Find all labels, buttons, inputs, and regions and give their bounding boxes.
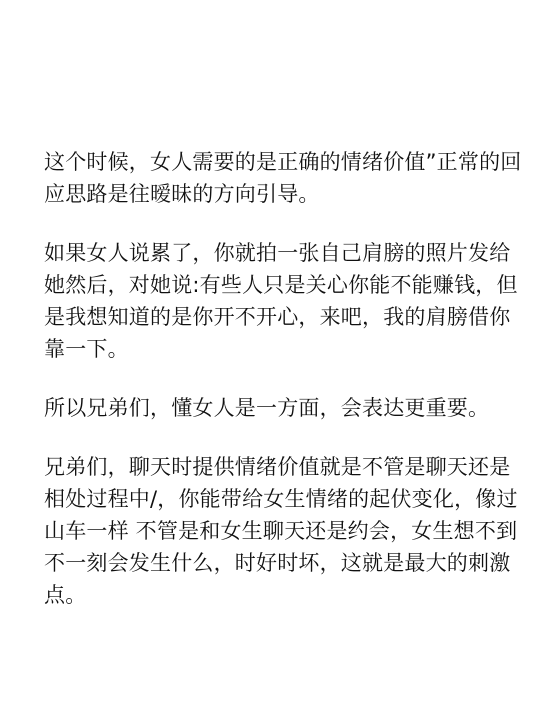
text-line: 这个时候，女人需要的是正确的情绪价值”正常的回 — [44, 150, 522, 174]
text-line: 所以兄弟们，懂女人是一方面，会表达更重要。 — [44, 396, 490, 420]
text-line: 她然后，对她说:有些人只是关心你能不能赚钱，但 — [44, 273, 518, 297]
document-body — [44, 146, 522, 638]
text-line: 不一刻会发生什么，时好时坏，这就是最大的刺激 — [44, 551, 511, 575]
paragraph-4 — [44, 451, 518, 611]
text-line: 相处过程中/，你能带给女生情绪的起伏变化，像过 — [44, 487, 518, 511]
text-line: 靠一下。 — [44, 337, 129, 361]
text-line: 山车一样 不管是和女生聊天还是约会，女生想不到 — [44, 519, 518, 543]
text-line: 点。 — [44, 583, 87, 607]
paragraph-2 — [44, 237, 518, 365]
text-line: 兄弟们，聊天时提供情绪价值就是不管是聊天还是 — [44, 455, 511, 479]
text-line: 如果女人说累了，你就拍一张自己肩膀的照片发给 — [44, 241, 511, 265]
text-line: 应思路是往暧昧的方向引导。 — [44, 182, 320, 206]
paragraph-1 — [44, 146, 522, 210]
text-line: 是我想知道的是你开不开心，来吧，我的肩膀借你 — [44, 305, 511, 329]
paragraph-3 — [44, 392, 500, 424]
